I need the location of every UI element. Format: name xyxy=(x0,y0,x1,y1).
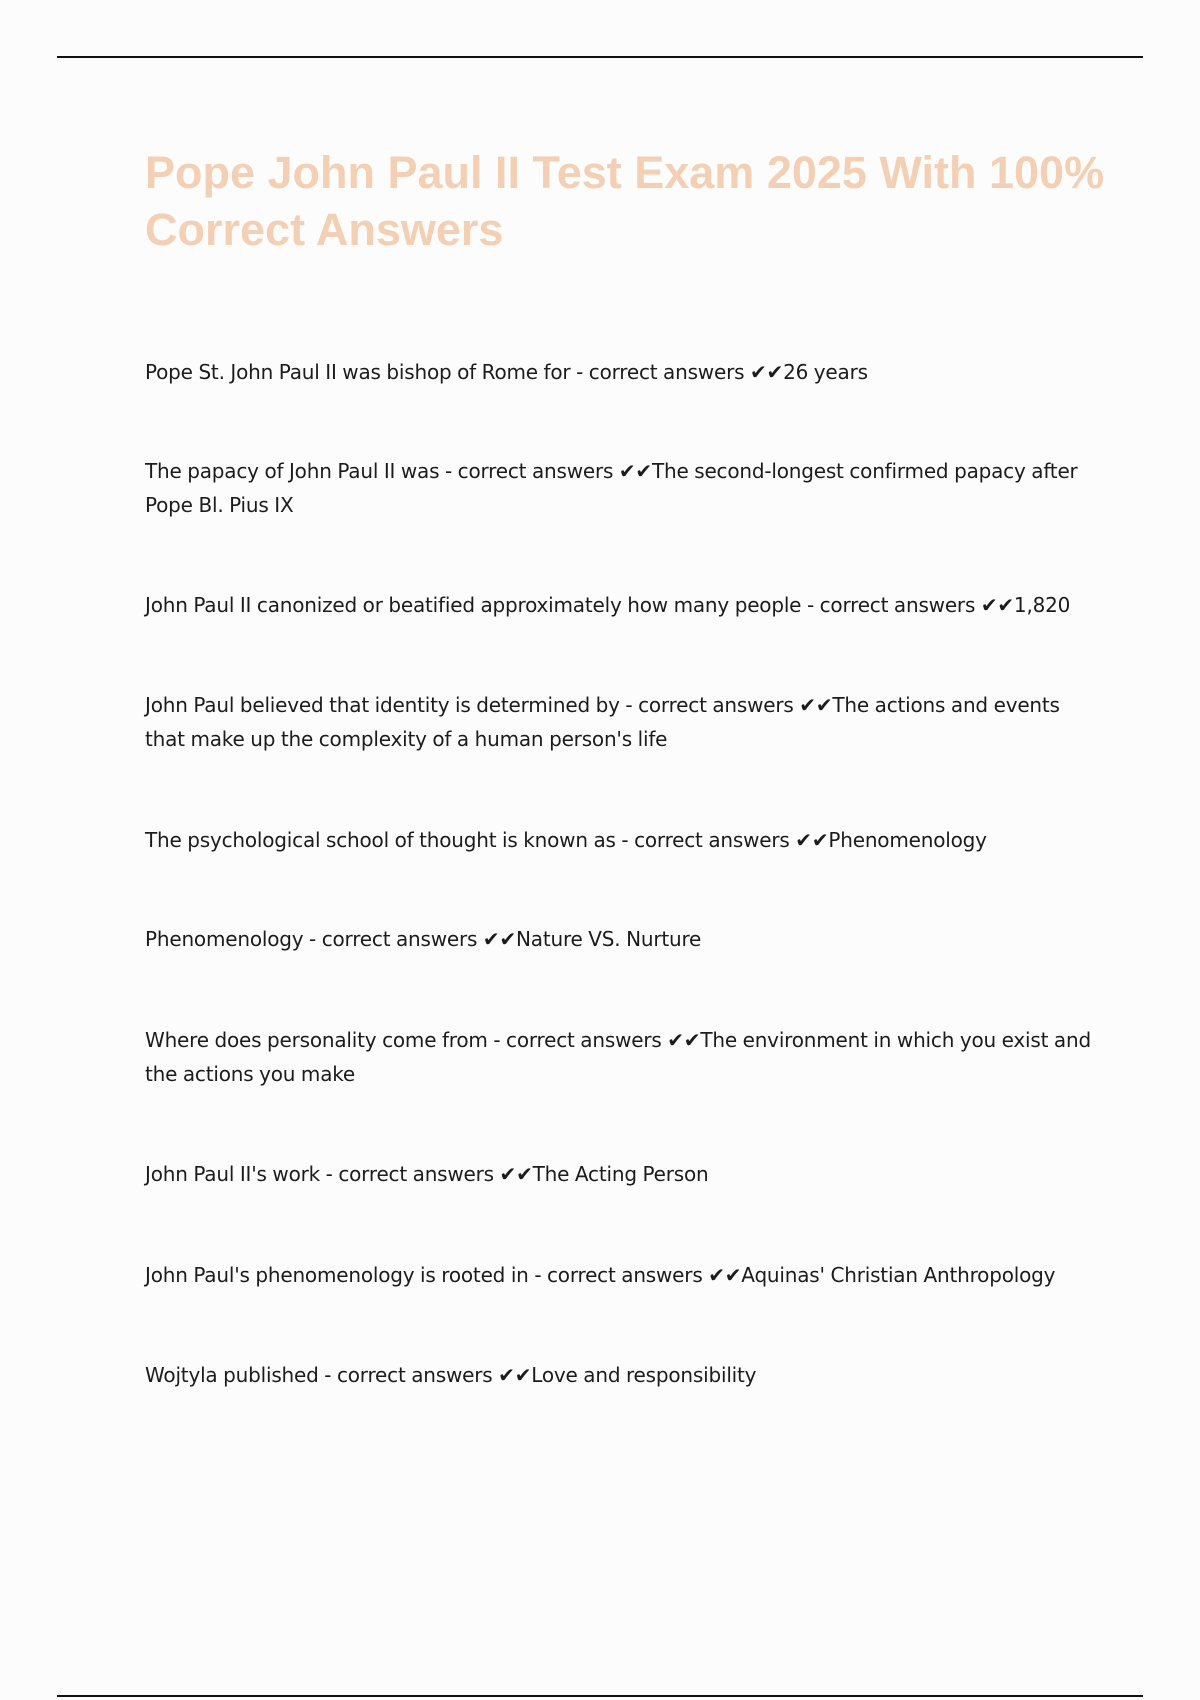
qa-item: John Paul II's work - correct answers ✔✔The Acting Person xyxy=(145,1162,709,1186)
qa-item: The psychological school of thought is known as - correct answers ✔✔Phenomenology xyxy=(145,828,987,852)
qa-item: Where does personality come from - correct answers ✔✔The environment in which you exist and the actions you make xyxy=(145,1028,1091,1086)
top-rule xyxy=(57,56,1143,58)
qa-item: The papacy of John Paul II was - correct answers ✔✔The second-longest confirmed papacy after Pope Bl. Pius IX xyxy=(145,459,1078,517)
bottom-rule xyxy=(57,1695,1143,1697)
document-title: Pope John Paul II Test Exam 2025 With 100% Correct Answers xyxy=(145,147,1105,255)
qa-item: John Paul II canonized or beatified approximately how many people - correct answers ✔✔1,820 xyxy=(145,593,1071,617)
qa-item: Pope St. John Paul II was bishop of Rome for - correct answers ✔✔26 years xyxy=(145,360,868,384)
qa-item: John Paul believed that identity is determined by - correct answers ✔✔The actions and events that make up the complexity of a human person's life xyxy=(145,693,1060,751)
qa-item: Phenomenology - correct answers ✔✔Nature VS. Nurture xyxy=(145,927,702,951)
qa-item: Wojtyla published - correct answers ✔✔Love and responsibility xyxy=(145,1363,757,1387)
qa-item: John Paul's phenomenology is rooted in - correct answers ✔✔Aquinas' Christian Anthropology xyxy=(145,1263,1056,1287)
